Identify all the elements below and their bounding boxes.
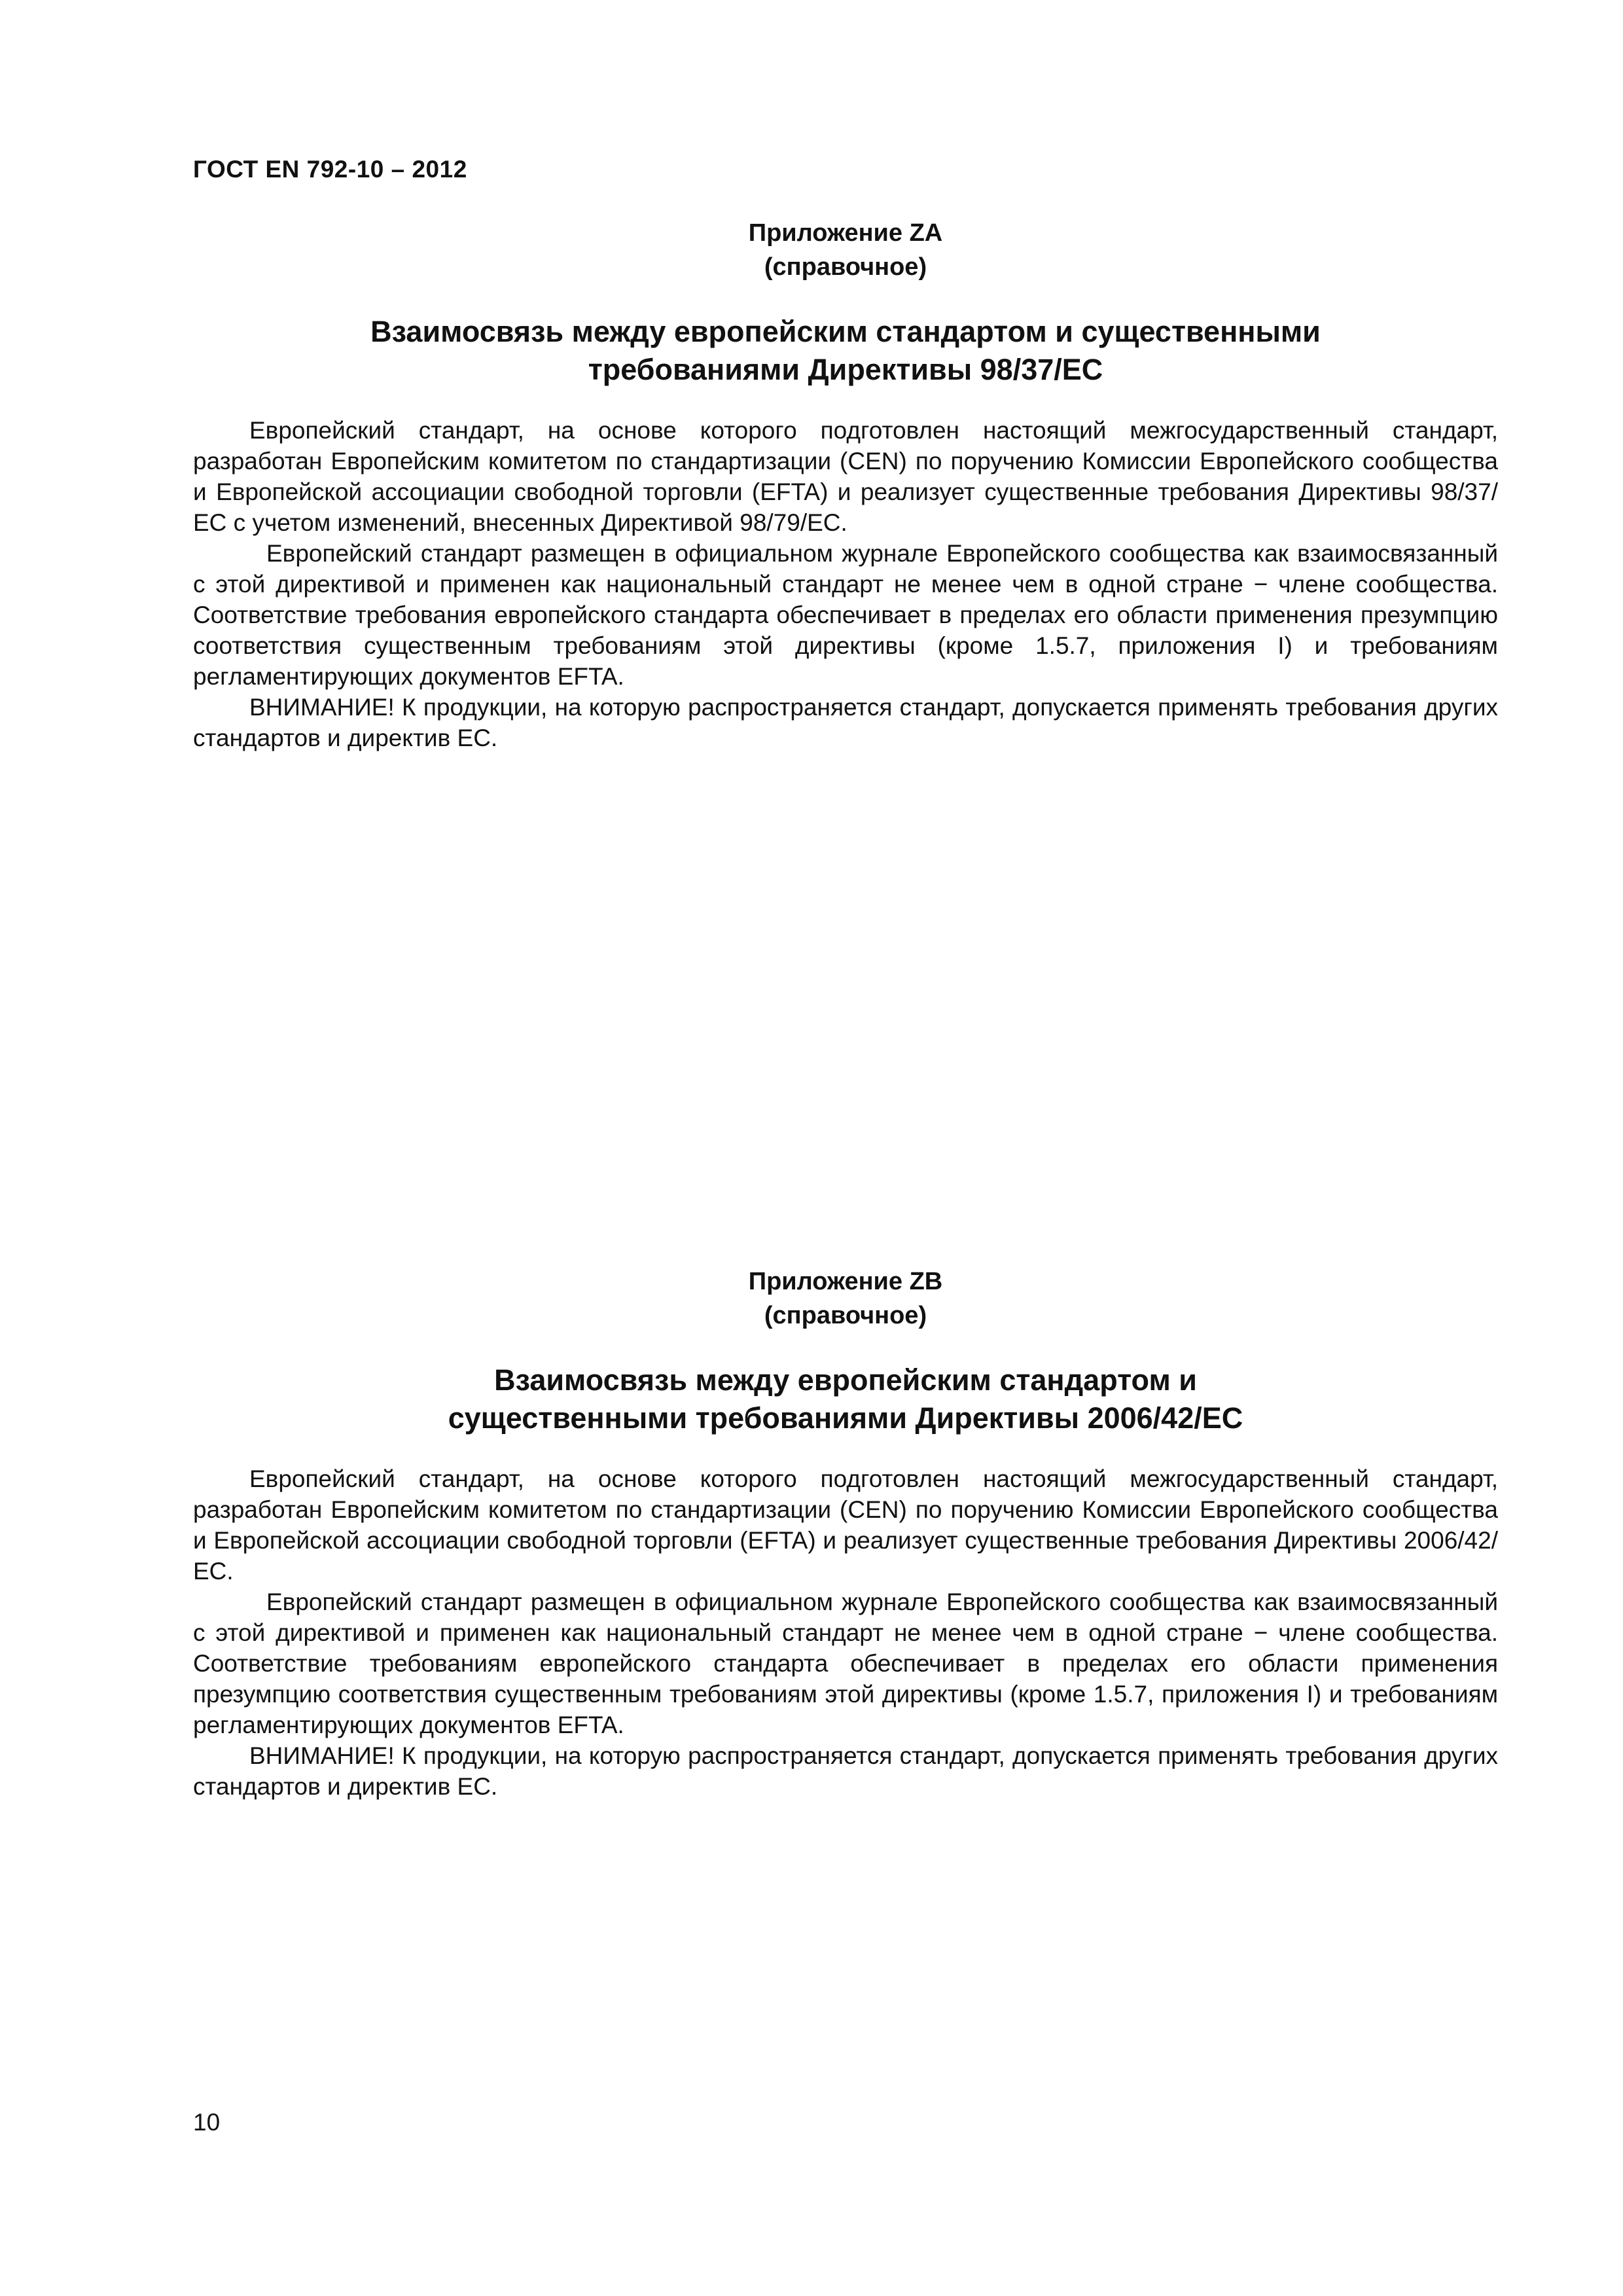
annex-za: [193, 216, 1498, 753]
annex-za-label: Приложение ZA: [748, 219, 943, 247]
annex-zb-title: [193, 1361, 1498, 1437]
annex-zb-title-line2: существенными требованиями Директивы 2006/42/ЕС: [448, 1401, 1243, 1435]
page-number: 10: [193, 2109, 221, 2136]
annex-zb-status: (справочное): [764, 1302, 927, 1329]
annex-zb-body: [193, 1463, 1498, 1802]
annex-za-status: (справочное): [764, 253, 927, 281]
annex-zb-label: Приложение ZB: [748, 1268, 943, 1295]
document-id-header: ГОСТ EN 792-10 – 2012: [193, 156, 467, 183]
annex-zb-title-line1: Взаимосвязь между европейским стандартом и: [494, 1363, 1197, 1397]
annex-za-title-line1: Взаимосвязь между европейским стандартом и существенными: [370, 315, 1321, 348]
annex-za-paragraph-2: Европейский стандарт размещен в официальном журнале Европейского сообщества как взаимосвязанный с этой директивой и применен как национальный стандарт не менее чем в одной стране − члене сообщества. Соответствие требования европейского стандарта обеспечивает в пределах его области применения презумпцию соответствия существенным требованиям этой директивы (кроме 1.5.7, приложения I) и требованиям регламентирующих документов EFTA.: [193, 540, 1498, 690]
annex-za-paragraph-1: Европейский стандарт, на основе которого подготовлен настоящий межгосударственный стандарт, разработан Европейским комитетом по стандартизации (CEN) по поручению Комиссии Европейского сообщества и Европейской ассоциации свободной торговли (EFTA) и реализует существенные требования Директивы 98/37/ЕС с учетом изменений, внесенных Директивой 98/79/ЕС.: [193, 417, 1498, 536]
annex-zb: [193, 1265, 1498, 1802]
annex-za-title-line2: требованиями Директивы 98/37/ЕС: [588, 353, 1103, 386]
annex-zb-paragraph-2: Европейский стандарт размещен в официальном журнале Европейского сообщества как взаимосвязанный с этой директивой и применен как национальный стандарт не менее чем в одной стране − члене сообщества. Соответствие требованиям европейского стандарта обеспечивает в пределах его области применения презумпцию соответствия существенным требованиям этой директивы (кроме 1.5.7, приложения I) и требованиям регламентирующих документов EFTA.: [193, 1588, 1498, 1738]
annex-za-title: [193, 313, 1498, 389]
annex-zb-paragraph-1: Европейский стандарт, на основе которого подготовлен настоящий межгосударственный стандарт, разработан Европейским комитетом по стандартизации (CEN) по поручению Комиссии Европейского сообщества и Европейской ассоциации свободной торговли (EFTA) и реализует существенные требования Директивы 2006/42/ЕС.: [193, 1465, 1498, 1585]
annex-zb-paragraph-3: ВНИМАНИЕ! К продукции, на которую распространяется стандарт, допускается применять требования других стандартов и директив ЕС.: [193, 1742, 1498, 1800]
annex-za-body: [193, 415, 1498, 753]
annex-za-paragraph-3: ВНИМАНИЕ! К продукции, на которую распространяется стандарт, допускается применять требования других стандартов и директив ЕС.: [193, 694, 1498, 751]
